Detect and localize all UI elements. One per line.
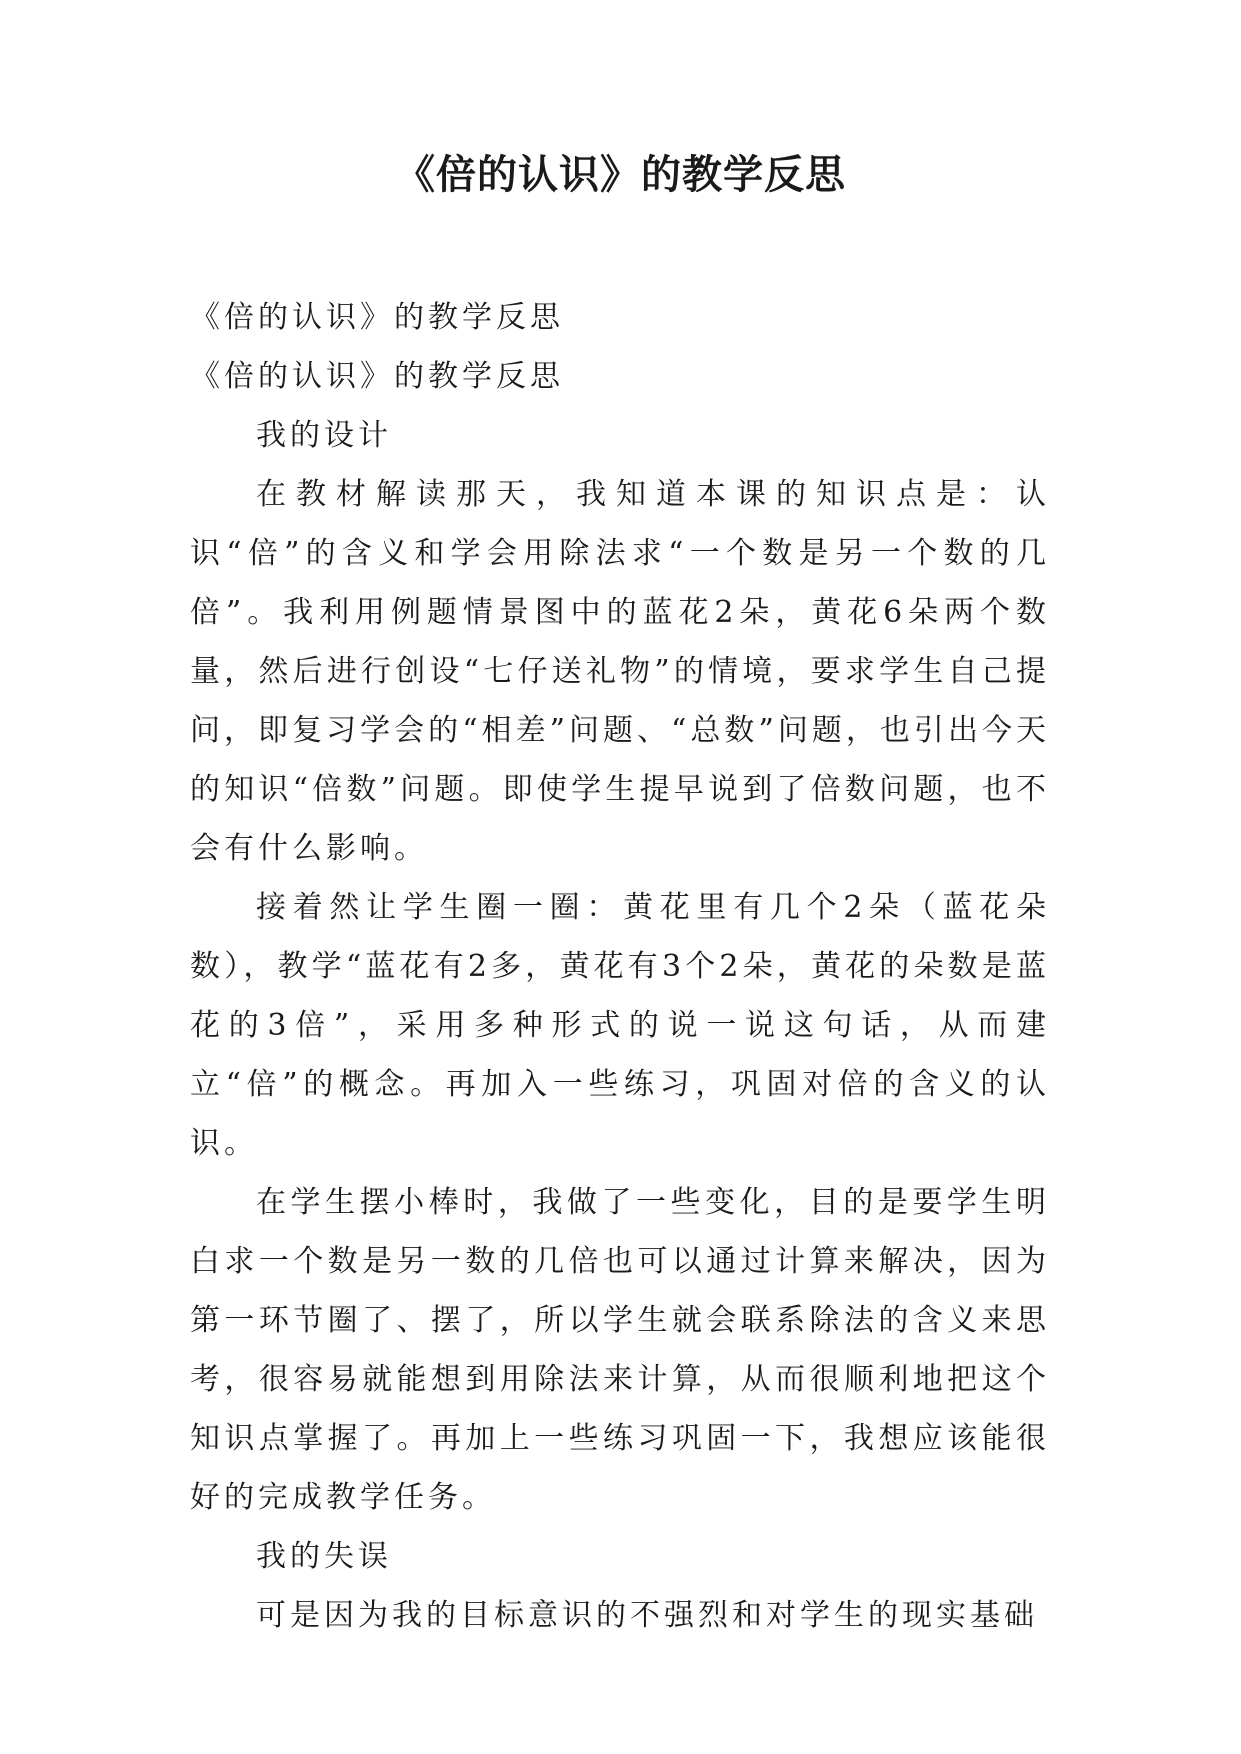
paragraph: 在学生摆小棒时，我做了一些变化，目的是要学生明白求一个数是另一数的几倍也可以通过计算来解决，因为第一环节圈了、摆了，所以学生就会联系除法的含义来思考，很容易就能想到用除法来计算，从而很顺利地把这个知识点掌握了。再加上一些练习巩固一下，我想应该能很好的完成教学任务。	[190, 1185, 1050, 1515]
document-body	[190, 288, 1050, 1645]
paragraph: 在教材解读那天，我知道本课的知识点是：认识“倍”的含义和学会用除法求“一个数是另一个数的几倍”。我利用例题情景图中的蓝花2朵，黄花6朵两个数量，然后进行创设“七仔送礼物”的情境，要求学生自己提问，即复习学会的“相差”问题、“总数”问题，也引出今天的知识“倍数”问题。即使学生提早说到了倍数问题，也不会有什么影响。	[190, 477, 1050, 866]
subtitle-line: 《倍的认识》的教学反思	[190, 300, 564, 335]
section-heading-mistakes: 我的失误	[256, 1539, 392, 1574]
paragraph: 接着然让学生圈一圈：黄花里有几个2朵（蓝花朵数），教学“蓝花有2多，黄花有3个2朵，黄花的朵数是蓝花的3倍”，采用多种形式的说一说这句话，从而建立“倍”的概念。再加入一些练习，巩固对倍的含义的认识。	[190, 890, 1050, 1161]
paragraph: 可是因为我的目标意识的不强烈和对学生的现实基础	[256, 1598, 1038, 1633]
document-title: 《倍的认识》的教学反思	[395, 152, 846, 198]
subtitle-line: 《倍的认识》的教学反思	[190, 359, 564, 394]
section-heading-design: 我的设计	[256, 418, 392, 453]
